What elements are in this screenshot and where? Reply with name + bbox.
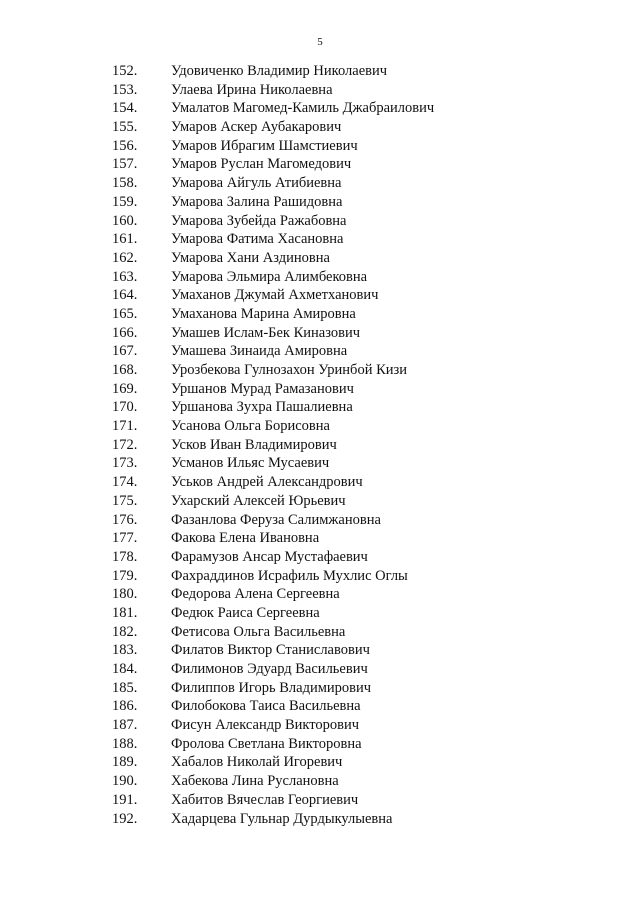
item-number: 160.: [112, 212, 138, 229]
person-name: Умарова Айгуль Атибиевна: [171, 175, 342, 192]
person-name: Умарова Эльмира Алимбековна: [171, 268, 368, 285]
person-name: Фролова Светлана Викторовна: [171, 735, 362, 752]
person-name: Умаров Ибрагим Шамстиевич: [171, 137, 358, 154]
item-number: 153.: [112, 81, 138, 98]
item-number: 166.: [112, 324, 138, 341]
person-name: Фетисова Ольга Васильевна: [171, 623, 346, 640]
item-number: 164.: [112, 287, 138, 304]
person-name: Фисун Александр Викторович: [171, 717, 360, 734]
item-number: 161.: [112, 231, 138, 248]
item-number: 187.: [112, 717, 138, 734]
item-number: 174.: [112, 474, 138, 491]
item-number: 181.: [112, 604, 138, 621]
item-number: 172.: [112, 436, 138, 453]
person-name: Фахраддинов Исрафиль Мухлис Оглы: [171, 567, 408, 584]
item-number: 158.: [112, 175, 138, 192]
person-name: Умашева Зинаида Амировна: [171, 343, 348, 360]
item-number: 180.: [112, 586, 138, 603]
item-number: 157.: [112, 156, 138, 173]
item-number: 155.: [112, 119, 138, 136]
item-number: 183.: [112, 642, 138, 659]
person-name: Усков Иван Владимирович: [171, 436, 337, 453]
person-name: Федюк Раиса Сергеевна: [171, 604, 320, 621]
item-number: 184.: [112, 661, 138, 677]
person-name: Федорова Алена Сергеевна: [171, 586, 340, 603]
item-number: 188.: [112, 735, 138, 752]
person-name: Умаханова Марина Амировна: [171, 305, 356, 322]
person-name: Хадарцева Гульнар Дурдыкулыевна: [171, 810, 393, 827]
item-number: 156.: [112, 137, 138, 154]
person-name: Умарова Хани Аздиновна: [171, 249, 330, 266]
item-number: 190.: [112, 773, 138, 790]
item-number: 191.: [112, 791, 138, 808]
person-name: Фарамузов Ансар Мустафаевич: [171, 548, 368, 565]
person-name: Усманов Ильяс Мусаевич: [171, 455, 330, 472]
item-number: 177.: [112, 530, 138, 547]
person-name: Умарова Залина Рашидовна: [171, 193, 343, 210]
person-name: Умарова Зубейда Ражабовна: [171, 212, 347, 229]
person-name: Филиппов Игорь Владимирович: [171, 679, 372, 696]
person-name: Умаханов Джумай Ахметханович: [171, 287, 379, 304]
item-number: 182.: [112, 623, 138, 640]
item-number: 186.: [112, 698, 138, 715]
item-number: 154.: [112, 100, 138, 117]
person-name: Уськов Андрей Александрович: [171, 474, 363, 491]
person-name: Филимонов Эдуард Васильевич: [171, 661, 368, 677]
person-name: Хабекова Лина Руслановна: [171, 773, 339, 790]
person-name: Умарова Фатима Хасановна: [171, 231, 344, 248]
person-name: Филобокова Таиса Васильевна: [171, 698, 361, 715]
item-number: 169.: [112, 380, 138, 397]
person-name: Фазанлова Феруза Салимжановна: [171, 511, 381, 528]
person-name: Усанова Ольга Борисовна: [171, 418, 330, 435]
item-number: 179.: [112, 567, 138, 584]
item-number: 171.: [112, 418, 138, 435]
person-name: Умаров Руслан Магомедович: [171, 156, 352, 173]
item-number: 165.: [112, 305, 138, 322]
person-name: Умалатов Магомед-Камиль Джабраилович: [171, 100, 435, 117]
item-number: 175.: [112, 492, 138, 509]
person-name: Уршанов Мурад Рамазанович: [171, 380, 354, 397]
person-name: Хабалов Николай Игоревич: [171, 754, 343, 771]
person-name: Умашев Ислам-Бек Киназович: [171, 324, 361, 341]
person-name: Факова Елена Ивановна: [171, 530, 320, 547]
person-name: Хабитов Вячеслав Георгиевич: [171, 791, 359, 808]
item-number: 159.: [112, 193, 138, 210]
item-number: 176.: [112, 511, 138, 528]
item-number: 170.: [112, 399, 138, 416]
person-name: Удовиченко Владимир Николаевич: [171, 63, 388, 79]
item-number: 163.: [112, 268, 138, 285]
item-number: 162.: [112, 249, 138, 266]
item-number: 168.: [112, 362, 138, 378]
person-name: Филатов Виктор Станиславович: [171, 642, 370, 659]
item-number: 152.: [112, 63, 138, 79]
person-name: Улаева Ирина Николаевна: [171, 81, 333, 98]
person-name: Уршанова Зухра Пашалиевна: [171, 399, 353, 416]
item-number: 178.: [112, 548, 138, 565]
item-number: 167.: [112, 343, 138, 360]
item-number: 185.: [112, 679, 138, 696]
person-name: Урозбекова Гулнозахон Уринбой Кизи: [171, 362, 407, 378]
person-name: Умаров Аскер Аубакарович: [171, 119, 342, 136]
item-number: 173.: [112, 455, 138, 472]
page-number: 5: [317, 36, 323, 48]
item-number: 192.: [112, 810, 138, 827]
item-number: 189.: [112, 754, 138, 771]
person-name: Ухарский Алексей Юрьевич: [171, 492, 346, 509]
